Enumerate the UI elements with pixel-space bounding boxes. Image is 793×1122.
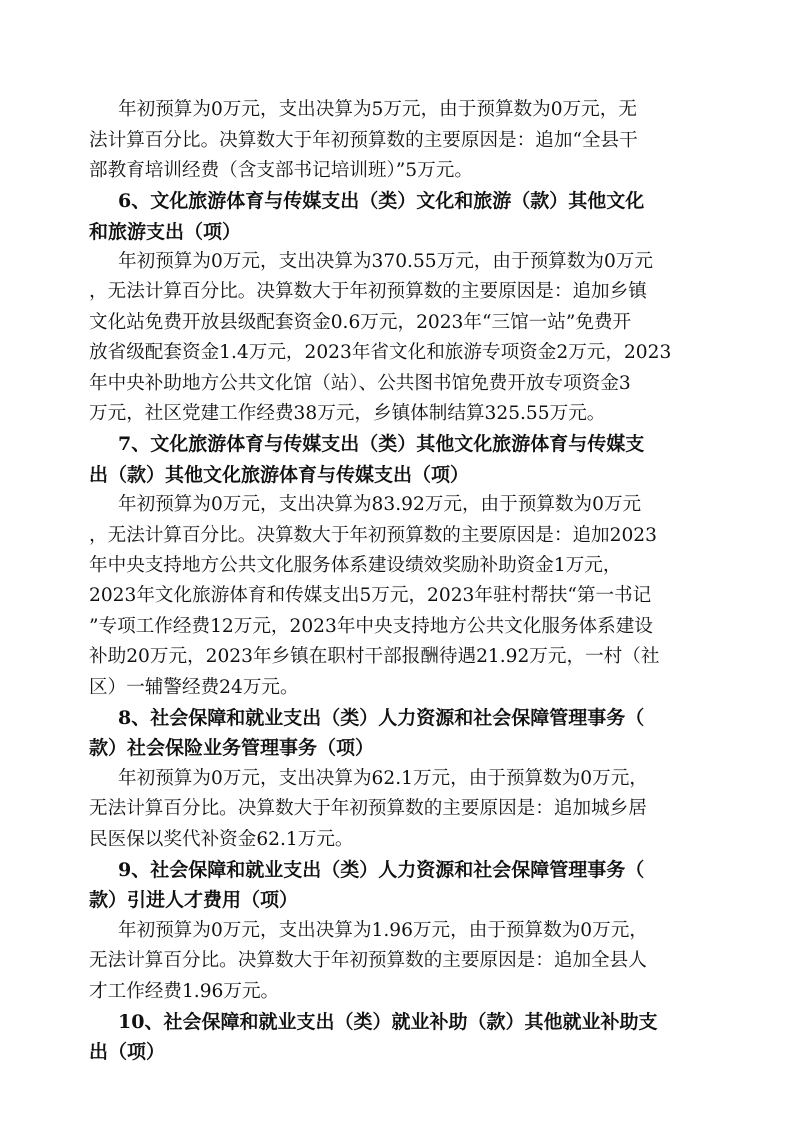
paragraph-line: 年初预算为0万元，支出决算为1.96万元，由于预算数为0万元，	[118, 920, 648, 941]
paragraph-line: 年初预算为0万元，支出决算为5万元，由于预算数为0万元，无	[118, 99, 637, 120]
section-heading: 出（款）其他文化旅游体育与传媒支出（项）	[89, 464, 470, 486]
section-heading: 8、社会保障和就业支出（类）人力资源和社会保障管理事务（	[118, 707, 645, 729]
paragraph-line: ，无法计算百分比。决算数大于年初预算数的主要原因是：追加2023	[89, 525, 657, 546]
section-heading: 10、社会保障和就业支出（类）就业补助（款）其他就业补助支	[118, 1011, 658, 1033]
paragraph-line: 年中央补助地方公共文化馆（站）、公共图书馆免费开放专项资金3	[89, 373, 631, 394]
paragraph-line: ，无法计算百分比。决算数大于年初预算数的主要原因是：追加乡镇	[89, 281, 647, 302]
section-heading: 款）社会保险业务管理事务（项）	[89, 737, 375, 759]
paragraph-line: 补助20万元，2023年乡镇在职村干部报酬待遇21.92万元，一村（社	[89, 646, 660, 667]
paragraph-line: ”专项工作经费12万元，2023年中央支持地方公共文化服务体系建设	[89, 616, 653, 637]
paragraph-line: 2023年文化旅游体育和传媒支出5万元，2023年驻村帮扶“第一书记	[89, 585, 652, 606]
paragraph-line: 年中央支持地方公共文化服务体系建设绩效奖励补助资金1万元，	[89, 555, 622, 576]
paragraph-line: 年初预算为0万元，支出决算为83.92万元，由于预算数为0万元	[118, 494, 642, 515]
paragraph-line: 文化站免费开放县级配套资金0.6万元，2023年“三馆一站”免费开	[89, 312, 632, 333]
paragraph-line: 部教育培训经费（含支部书记培训班）”5万元。	[89, 160, 473, 181]
paragraph-line: 年初预算为0万元，支出决算为62.1万元，由于预算数为0万元，	[118, 768, 648, 789]
section-heading: 6、文化旅游体育与传媒支出（类）文化和旅游（款）其他文化	[118, 190, 645, 212]
paragraph-line: 区）一辅警经费24万元。	[89, 677, 299, 698]
paragraph-line: 年初预算为0万元，支出决算为370.55万元，由于预算数为0万元	[118, 251, 653, 272]
paragraph-line: 无法计算百分比。决算数大于年初预算数的主要原因是：追加城乡居	[89, 798, 647, 819]
section-heading: 9、社会保障和就业支出（类）人力资源和社会保障管理事务（	[118, 859, 645, 881]
section-heading: 款）引进人才费用（项）	[89, 889, 299, 911]
section-heading: 和旅游支出（项）	[89, 221, 242, 243]
section-heading: 7、文化旅游体育与传媒支出（类）其他文化旅游体育与传媒支	[118, 433, 645, 455]
paragraph-line: 法计算百分比。决算数大于年初预算数的主要原因是：追加“全县干	[89, 130, 638, 151]
paragraph-line: 万元，社区党建工作经费38万元，乡镇体制结算325.55万元。	[89, 403, 606, 424]
paragraph-line: 才工作经费1.96万元。	[89, 981, 280, 1002]
paragraph-line: 无法计算百分比。决算数大于年初预算数的主要原因是：追加全县人	[89, 950, 647, 971]
section-heading: 出（项）	[89, 1041, 166, 1063]
paragraph-line: 民医保以奖代补资金62.1万元。	[89, 829, 354, 850]
paragraph-line: 放省级配套资金1.4万元，2023年省文化和旅游专项资金2万元，2023	[89, 342, 672, 363]
